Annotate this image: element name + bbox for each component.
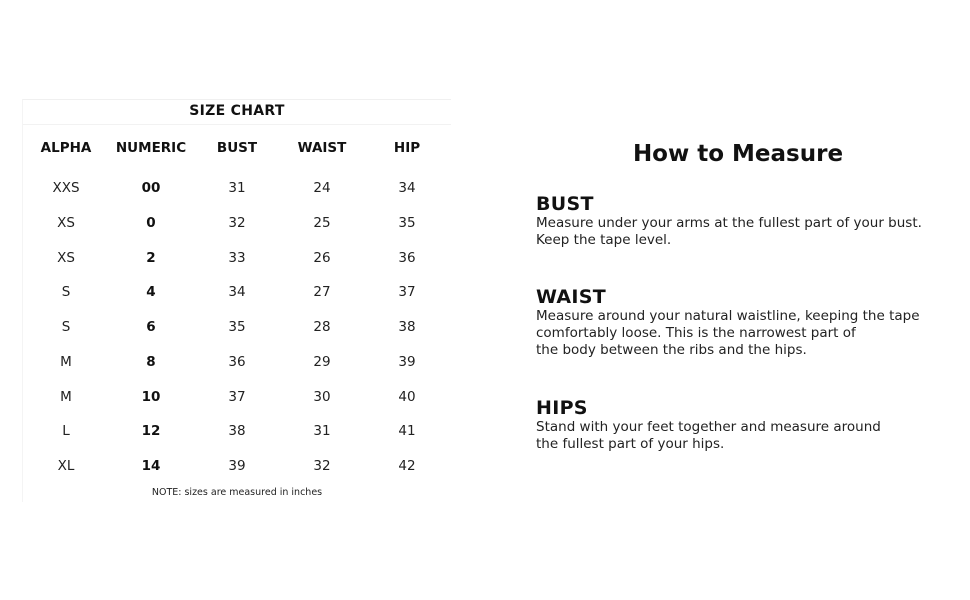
cell-waist: 24 bbox=[313, 180, 331, 196]
cell-hip: 37 bbox=[398, 284, 416, 300]
column-header-bust: BUST bbox=[216, 140, 258, 156]
cell-numeric: 00 bbox=[141, 180, 161, 196]
waist-heading: WAIST bbox=[536, 286, 607, 308]
cell-bust: 37 bbox=[228, 389, 246, 405]
cell-numeric: 4 bbox=[146, 284, 156, 300]
cell-bust: 35 bbox=[228, 319, 246, 335]
cell-bust: 33 bbox=[228, 250, 246, 266]
waist-instruction-line: Measure around your natural waistline, keeping the tape bbox=[536, 308, 920, 324]
cell-alpha: XXS bbox=[52, 180, 80, 196]
cell-alpha: XS bbox=[57, 250, 75, 266]
cell-hip: 36 bbox=[398, 250, 416, 266]
cell-hip: 34 bbox=[398, 180, 416, 196]
cell-waist: 28 bbox=[313, 319, 331, 335]
size-chart-note: NOTE: sizes are measured in inches bbox=[151, 487, 323, 498]
cell-numeric: 8 bbox=[146, 354, 156, 370]
hips-instruction-line: the fullest part of your hips. bbox=[536, 436, 725, 452]
cell-waist: 27 bbox=[313, 284, 331, 300]
bust-instruction-line: Keep the tape level. bbox=[536, 232, 672, 248]
cell-bust: 31 bbox=[228, 180, 246, 196]
cell-alpha: L bbox=[62, 423, 70, 439]
cell-alpha: XS bbox=[57, 215, 75, 231]
cell-numeric: 14 bbox=[141, 458, 161, 474]
size-chart bbox=[22, 99, 451, 502]
column-header-alpha: ALPHA bbox=[40, 140, 92, 156]
cell-alpha: M bbox=[60, 354, 72, 370]
cell-bust: 34 bbox=[228, 284, 246, 300]
cell-waist: 25 bbox=[313, 215, 331, 231]
cell-bust: 32 bbox=[228, 215, 246, 231]
waist-instruction-line: the body between the ribs and the hips. bbox=[536, 342, 807, 358]
bust-heading: BUST bbox=[536, 193, 594, 215]
cell-numeric: 2 bbox=[146, 250, 156, 266]
cell-waist: 31 bbox=[313, 423, 331, 439]
cell-alpha: XL bbox=[57, 458, 75, 474]
cell-numeric: 12 bbox=[141, 423, 161, 439]
column-header-hip: HIP bbox=[393, 140, 421, 156]
cell-numeric: 10 bbox=[141, 389, 161, 405]
cell-hip: 39 bbox=[398, 354, 416, 370]
cell-alpha: S bbox=[61, 319, 71, 335]
cell-alpha: S bbox=[61, 284, 71, 300]
column-header-numeric: NUMERIC bbox=[115, 140, 187, 156]
waist-section bbox=[536, 286, 956, 359]
bust-section bbox=[536, 193, 956, 249]
cell-hip: 42 bbox=[398, 458, 416, 474]
cell-waist: 29 bbox=[313, 354, 331, 370]
cell-waist: 30 bbox=[313, 389, 331, 405]
size-chart-title: SIZE CHART bbox=[189, 103, 285, 119]
cell-hip: 35 bbox=[398, 215, 416, 231]
cell-numeric: 0 bbox=[146, 215, 156, 231]
hips-heading: HIPS bbox=[536, 397, 588, 419]
title-divider bbox=[23, 124, 451, 125]
cell-alpha: M bbox=[60, 389, 72, 405]
cell-waist: 32 bbox=[313, 458, 331, 474]
cell-hip: 41 bbox=[398, 423, 416, 439]
cell-bust: 39 bbox=[228, 458, 246, 474]
column-header-waist: WAIST bbox=[297, 140, 347, 156]
cell-hip: 38 bbox=[398, 319, 416, 335]
bust-instruction-line: Measure under your arms at the fullest part of your bust. bbox=[536, 215, 922, 231]
cell-numeric: 6 bbox=[146, 319, 156, 335]
hips-instruction-line: Stand with your feet together and measure around bbox=[536, 419, 881, 435]
hips-section bbox=[536, 397, 956, 453]
waist-instruction-line: comfortably loose. This is the narrowest part of bbox=[536, 325, 856, 341]
how-to-measure-title: How to Measure bbox=[632, 141, 844, 167]
cell-hip: 40 bbox=[398, 389, 416, 405]
cell-bust: 38 bbox=[228, 423, 246, 439]
cell-bust: 36 bbox=[228, 354, 246, 370]
cell-waist: 26 bbox=[313, 250, 331, 266]
